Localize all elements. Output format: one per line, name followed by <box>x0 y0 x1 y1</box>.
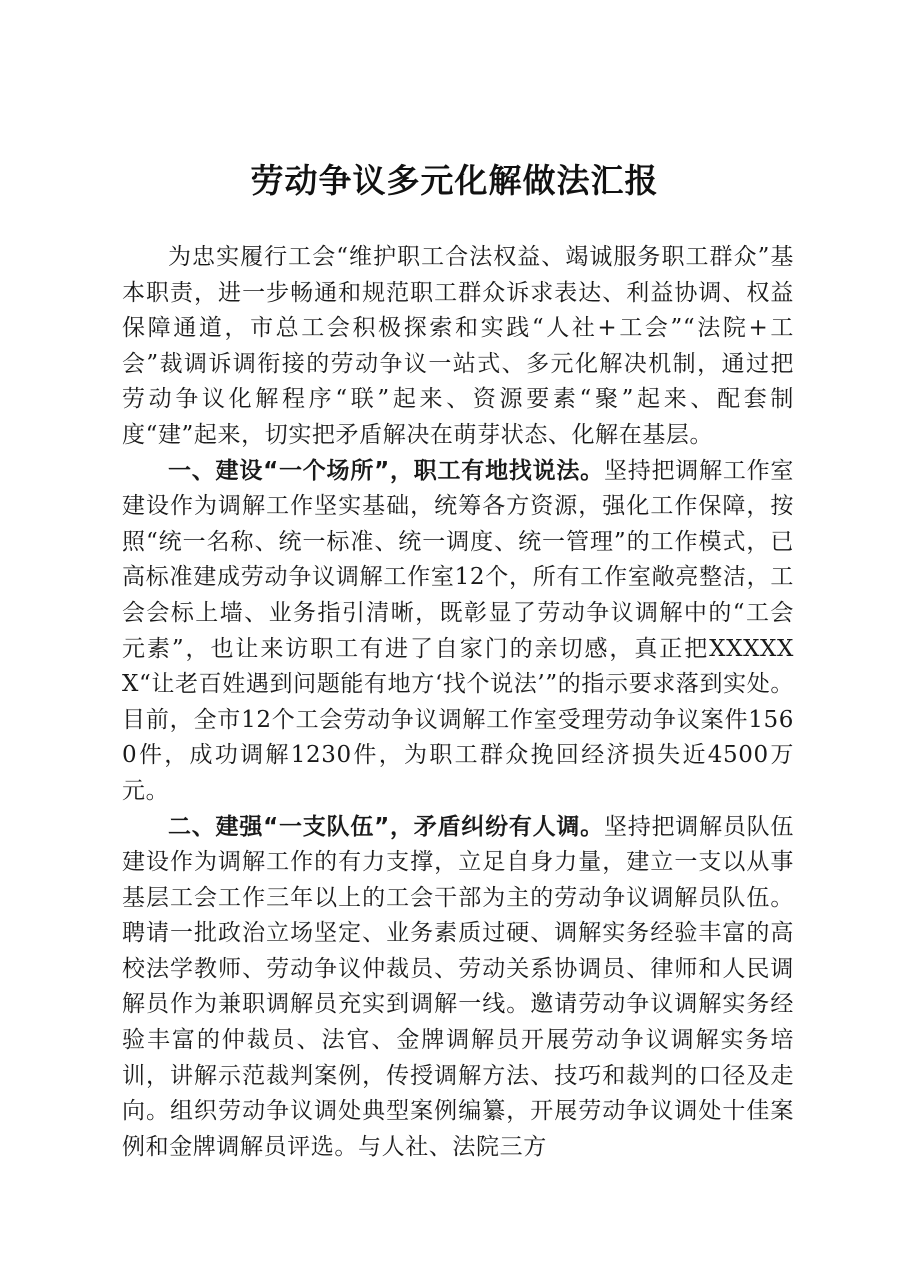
paragraph-section-2 <box>122 810 794 1166</box>
section-2-text: 坚持把调解员队伍建设作为调解工作的有力支撑，立足自身力量，建立一支以从事基层工会工作三年以上的工会干部为主的劳动争议调解员队伍。聘请一批政治立场坚定、业务素质过硬、调解实务经验丰富的高校法学教师、劳动争议仲裁员、劳动关系协调员、律师和人民调解员作为兼职调解员充实到调解一线。邀请劳动争议调解实务经验丰富的仲裁员、法官、金牌调解员开展劳动争议调解实务培训，讲解示范裁判案例，传授调解方法、技巧和裁判的口径及走向。组织劳动争议调处典型案例编纂，开展劳动争议调处十佳案例和金牌调解员评选。与人社、法院三方 <box>122 813 794 1160</box>
section-1-text: 坚持把调解工作室建设作为调解工作坚实基础，统筹各方资源，强化工作保障，按照“统一名称、统一标准、统一调度、统一管理”的工作模式，已高标准建成劳动争议调解工作室12个，所有工作室敞亮整洁，工会会标上墙、业务指引清晰，既彰显了劳动争议调解中的“工会元素”，也让来访职工有进了自家门的亲切感，真正把XXXXXX“让老百姓遇到问题能有地方‘找个说法’”的指示要求落到实处。目前，全市12个工会劳动争议调解工作室受理劳动争议案件1560件，成功调解1230件，为职工群众挽回经济损失近4500万元。 <box>122 457 794 804</box>
paragraph-intro <box>122 240 794 454</box>
section-2-heading: 二、建强“一支队伍”，矛盾纠纷有人调。 <box>168 813 604 840</box>
document-body <box>122 240 794 1165</box>
paragraph-intro-text: 为忠实履行工会“维护职工合法权益、竭诚服务职工群众”基本职责，进一步畅通和规范职工群众诉求表达、利益协调、权益保障通道，市总工会积极探索和实践“人社+工会”“法院+工会”裁调诉调衔接的劳动争议一站式、多元化解决机制，通过把劳动争议化解程序“联”起来、资源要素“聚”起来、配套制度“建”起来，切实把矛盾解决在萌芽状态、化解在基层。 <box>122 244 794 448</box>
paragraph-section-1 <box>122 454 794 810</box>
document-title: 劳动争议多元化解做法汇报 <box>250 161 659 200</box>
section-1-heading: 一、建设“一个场所”，职工有地找说法。 <box>168 457 604 484</box>
